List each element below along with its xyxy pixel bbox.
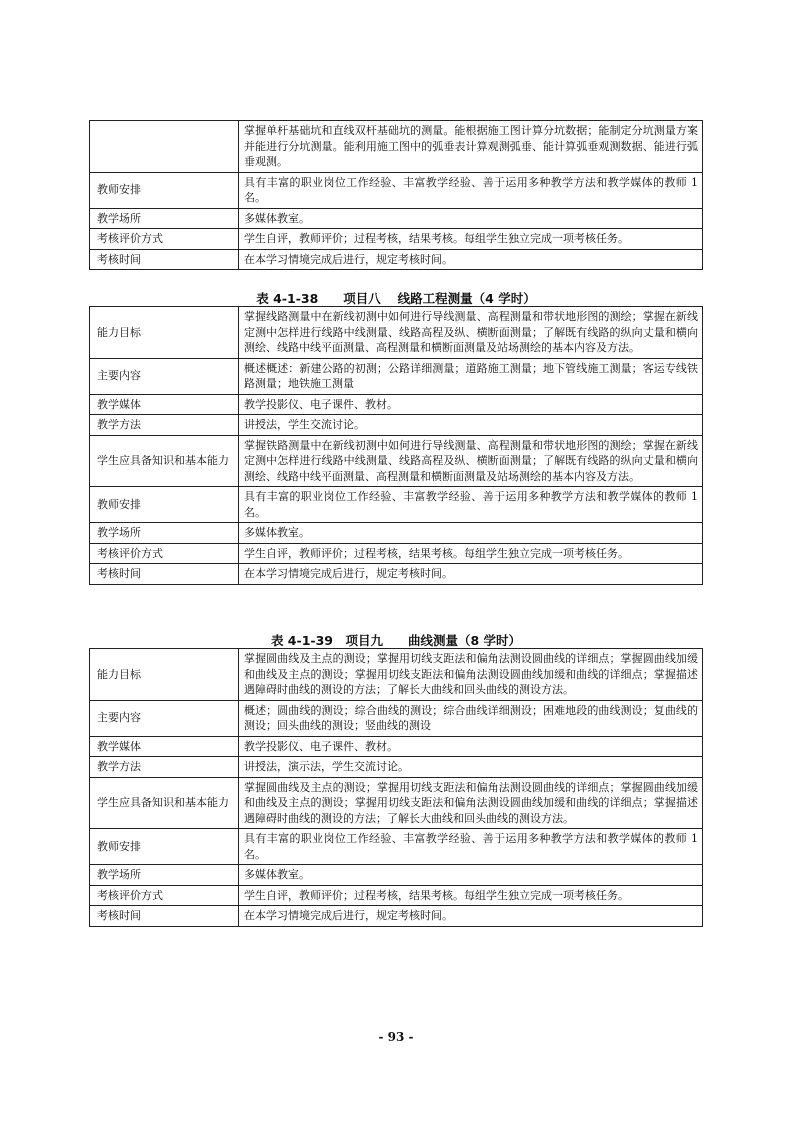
table-row (90, 777, 703, 829)
row-label: 教师安排 (90, 487, 239, 523)
table-row (90, 172, 703, 208)
table-body (90, 649, 703, 927)
table-row (90, 523, 703, 544)
row-value: 教学投影仪、电子课件、教材。 (239, 394, 703, 415)
row-label: 教学方法 (90, 415, 239, 436)
table-row (90, 229, 703, 250)
row-label: 考核时间 (90, 249, 239, 270)
row-label: 能力目标 (90, 649, 239, 701)
row-label: 考核评价方式 (90, 229, 239, 250)
row-label: 考核评价方式 (90, 543, 239, 564)
row-label: 主要内容 (90, 700, 239, 736)
table-row (90, 249, 703, 270)
row-label: 能力目标 (90, 307, 239, 359)
row-value: 概述概述：新建公路的初测；公路详细测量；道路施工测量；地下管线施工测量；客运专线铁路测量；地铁施工测量 (239, 358, 703, 394)
row-label: 教师安排 (90, 172, 239, 208)
row-label: 学生应具备知识和基本能力 (90, 435, 239, 487)
row-value: 多媒体教室。 (239, 523, 703, 544)
table-row (90, 885, 703, 906)
row-label: 主要内容 (90, 358, 239, 394)
table-project-8 (89, 306, 703, 585)
row-label: 考核时间 (90, 564, 239, 585)
table-row (90, 700, 703, 736)
table-body (90, 121, 703, 270)
row-label: 考核时间 (90, 906, 239, 927)
row-value: 学生自评，教师评价；过程考核，结果考核。每组学生独立完成一项考核任务。 (239, 543, 703, 564)
row-label: 教学场所 (90, 865, 239, 886)
row-label (90, 121, 239, 173)
row-value: 多媒体教室。 (239, 208, 703, 229)
row-value: 掌握单杆基础坑和直线双杆基础坑的测量。能根据施工图计算分坑数据；能制定分坑测量方案并能进行分坑测量。能利用施工图中的弧垂表计算观测弧垂、能计算弧垂观测数据、能进行弧垂观测。 (239, 121, 703, 173)
row-value: 具有丰富的职业岗位工作经验、丰富教学经验、善于运用多种教学方法和教学媒体的教师 1 名。 (239, 829, 703, 865)
row-value: 具有丰富的职业岗位工作经验、丰富教学经验、善于运用多种教学方法和教学媒体的教师 1 名。 (239, 172, 703, 208)
row-label: 教师安排 (90, 829, 239, 865)
table-row (90, 829, 703, 865)
row-value: 学生自评，教师评价；过程考核，结果考核。每组学生独立完成一项考核任务。 (239, 229, 703, 250)
table-row (90, 543, 703, 564)
table-row (90, 208, 703, 229)
table-row (90, 358, 703, 394)
row-value: 具有丰富的职业岗位工作经验、丰富教学经验、善于运用多种教学方法和教学媒体的教师 1 名。 (239, 487, 703, 523)
row-value: 教学投影仪、电子课件、教材。 (239, 736, 703, 757)
row-value: 在本学习情境完成后进行，规定考核时间。 (239, 564, 703, 585)
table-caption-project-8: 表 4-1-38 项目八 线路工程测量（4 学时） (256, 291, 536, 306)
row-label: 教学媒体 (90, 394, 239, 415)
row-label: 教学方法 (90, 757, 239, 778)
table-continued (89, 120, 703, 270)
row-value: 掌握铁路测量中在新线初测中如何进行导线测量、高程测量和带状地形图的测绘；掌握在新线定测中怎样进行线路中线测量、线路高程及纵、横断面测量；了解既有线路的纵向丈量和横向测绘、线路中线平面测量、高程测量和横断面测量及站场测绘的基本内容及方法。 (239, 435, 703, 487)
table-row (90, 121, 703, 173)
row-value: 讲授法，学生交流讨论。 (239, 415, 703, 436)
table-project-9 (89, 648, 703, 927)
row-value: 在本学习情境完成后进行，规定考核时间。 (239, 249, 703, 270)
table-row (90, 865, 703, 886)
table-row (90, 394, 703, 415)
row-value: 学生自评，教师评价；过程考核，结果考核。每组学生独立完成一项考核任务。 (239, 885, 703, 906)
page-number: - 93 - (378, 1030, 414, 1044)
row-value: 多媒体教室。 (239, 865, 703, 886)
row-value: 概述；圆曲线的测设；综合曲线的测设；综合曲线详细测设；困难地段的曲线测设；复曲线的测设；回头曲线的测设；竖曲线的测设 (239, 700, 703, 736)
row-value: 讲授法，演示法，学生交流讨论。 (239, 757, 703, 778)
table-row (90, 307, 703, 359)
row-label: 教学场所 (90, 523, 239, 544)
row-value: 掌握圆曲线及主点的测设；掌握用切线支距法和偏角法测设圆曲线的详细点；掌握圆曲线加缓和曲线及主点的测设；掌握用切线支距法和偏角法测设圆曲线加缓和曲线的详细点；掌握描述遇障碍时曲线的测设的方法；了解长大曲线和回头曲线的测设方法。 (239, 649, 703, 701)
table-row (90, 757, 703, 778)
table-caption-project-9: 表 4-1-39 项目九 曲线测量（8 学时） (270, 633, 522, 648)
table-body (90, 307, 703, 585)
table-row (90, 736, 703, 757)
row-label: 考核评价方式 (90, 885, 239, 906)
row-label: 教学媒体 (90, 736, 239, 757)
table-row (90, 415, 703, 436)
table-row (90, 487, 703, 523)
row-value: 掌握线路测量中在新线初测中如何进行导线测量、高程测量和带状地形图的测绘；掌握在新线定测中怎样进行线路中线测量、线路高程及纵、横断面测量；了解既有线路的纵向丈量和横向测绘、线路中线平面测量、高程测量和横断面测量及站场测绘的基本内容及方法。 (239, 307, 703, 359)
row-value: 在本学习情境完成后进行，规定考核时间。 (239, 906, 703, 927)
table-row (90, 906, 703, 927)
table-row (90, 649, 703, 701)
row-label: 教学场所 (90, 208, 239, 229)
table-row (90, 435, 703, 487)
row-value: 掌握圆曲线及主点的测设；掌握用切线支距法和偏角法测设圆曲线的详细点；掌握圆曲线加缓和曲线及主点的测设；掌握用切线支距法和偏角法测设圆曲线加缓和曲线的详细点；掌握描述遇障碍时曲线的测设的方法；了解长大曲线和回头曲线的测设方法。 (239, 777, 703, 829)
row-label: 学生应具备知识和基本能力 (90, 777, 239, 829)
table-row (90, 564, 703, 585)
